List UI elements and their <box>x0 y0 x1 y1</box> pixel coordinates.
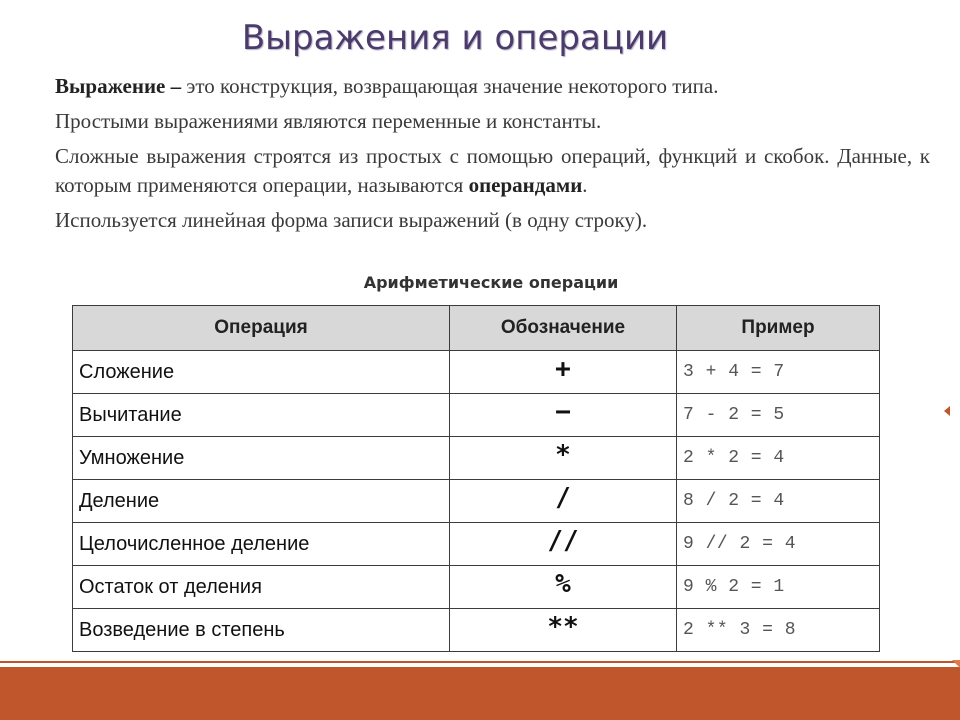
operation-example: 2 ** 3 = 8 <box>677 609 880 652</box>
complex-end: . <box>582 173 588 197</box>
table-row <box>73 351 880 394</box>
operation-example: 9 % 2 = 1 <box>677 566 880 609</box>
body-text <box>55 72 930 241</box>
operation-example: 9 // 2 = 4 <box>677 523 880 566</box>
operation-symbol: − <box>450 394 677 437</box>
operation-name: Возведение в степень <box>73 609 450 652</box>
table-title: Арифметические операции <box>363 273 619 292</box>
operation-symbol: * <box>450 437 677 480</box>
table-row <box>73 523 880 566</box>
operation-name: Сложение <box>73 351 450 394</box>
operation-symbol: + <box>450 351 677 394</box>
paragraph-complex <box>55 142 930 200</box>
slide-title: Выражения и операции <box>241 18 669 58</box>
table-header-row <box>73 306 880 351</box>
table-row <box>73 566 880 609</box>
operation-symbol: / <box>450 480 677 523</box>
table-row <box>73 480 880 523</box>
operation-example: 7 - 2 = 5 <box>677 394 880 437</box>
operation-symbol: // <box>450 523 677 566</box>
operation-example: 8 / 2 = 4 <box>677 480 880 523</box>
term-expression: Выражение – <box>55 74 182 98</box>
footer-line <box>0 661 960 663</box>
footer-bar <box>0 667 960 720</box>
operation-name: Целочисленное деление <box>73 523 450 566</box>
operation-name: Деление <box>73 480 450 523</box>
header-example: Пример <box>677 306 880 351</box>
table-row <box>73 437 880 480</box>
paragraph-simple: Простыми выражениями являются переменные и константы. <box>55 109 602 133</box>
table-row <box>73 609 880 652</box>
header-symbol: Обозначение <box>450 306 677 351</box>
operation-symbol: % <box>450 566 677 609</box>
paragraph-definition <box>55 72 930 101</box>
paragraph-linear: Используется линейная форма записи выражений (в одну строку). <box>55 208 648 232</box>
complex-text: Сложные выражения строятся из простых с помощью операций, функций и скобок. Данные, к которым применяются операции, называются <box>55 144 930 197</box>
operation-symbol: ** <box>450 609 677 652</box>
operation-name: Остаток от деления <box>73 566 450 609</box>
footer-corner-icon <box>952 660 960 668</box>
operation-name: Умножение <box>73 437 450 480</box>
operation-example: 3 + 4 = 7 <box>677 351 880 394</box>
term-operands: операндами <box>468 173 583 197</box>
definition-text: это конструкция, возвращающая значение некоторого типа. <box>181 74 719 98</box>
operation-example: 2 * 2 = 4 <box>677 437 880 480</box>
operations-table <box>72 305 880 652</box>
operation-name: Вычитание <box>73 394 450 437</box>
decor-arrow-icon <box>944 406 950 416</box>
header-operation: Операция <box>73 306 450 351</box>
table-row <box>73 394 880 437</box>
